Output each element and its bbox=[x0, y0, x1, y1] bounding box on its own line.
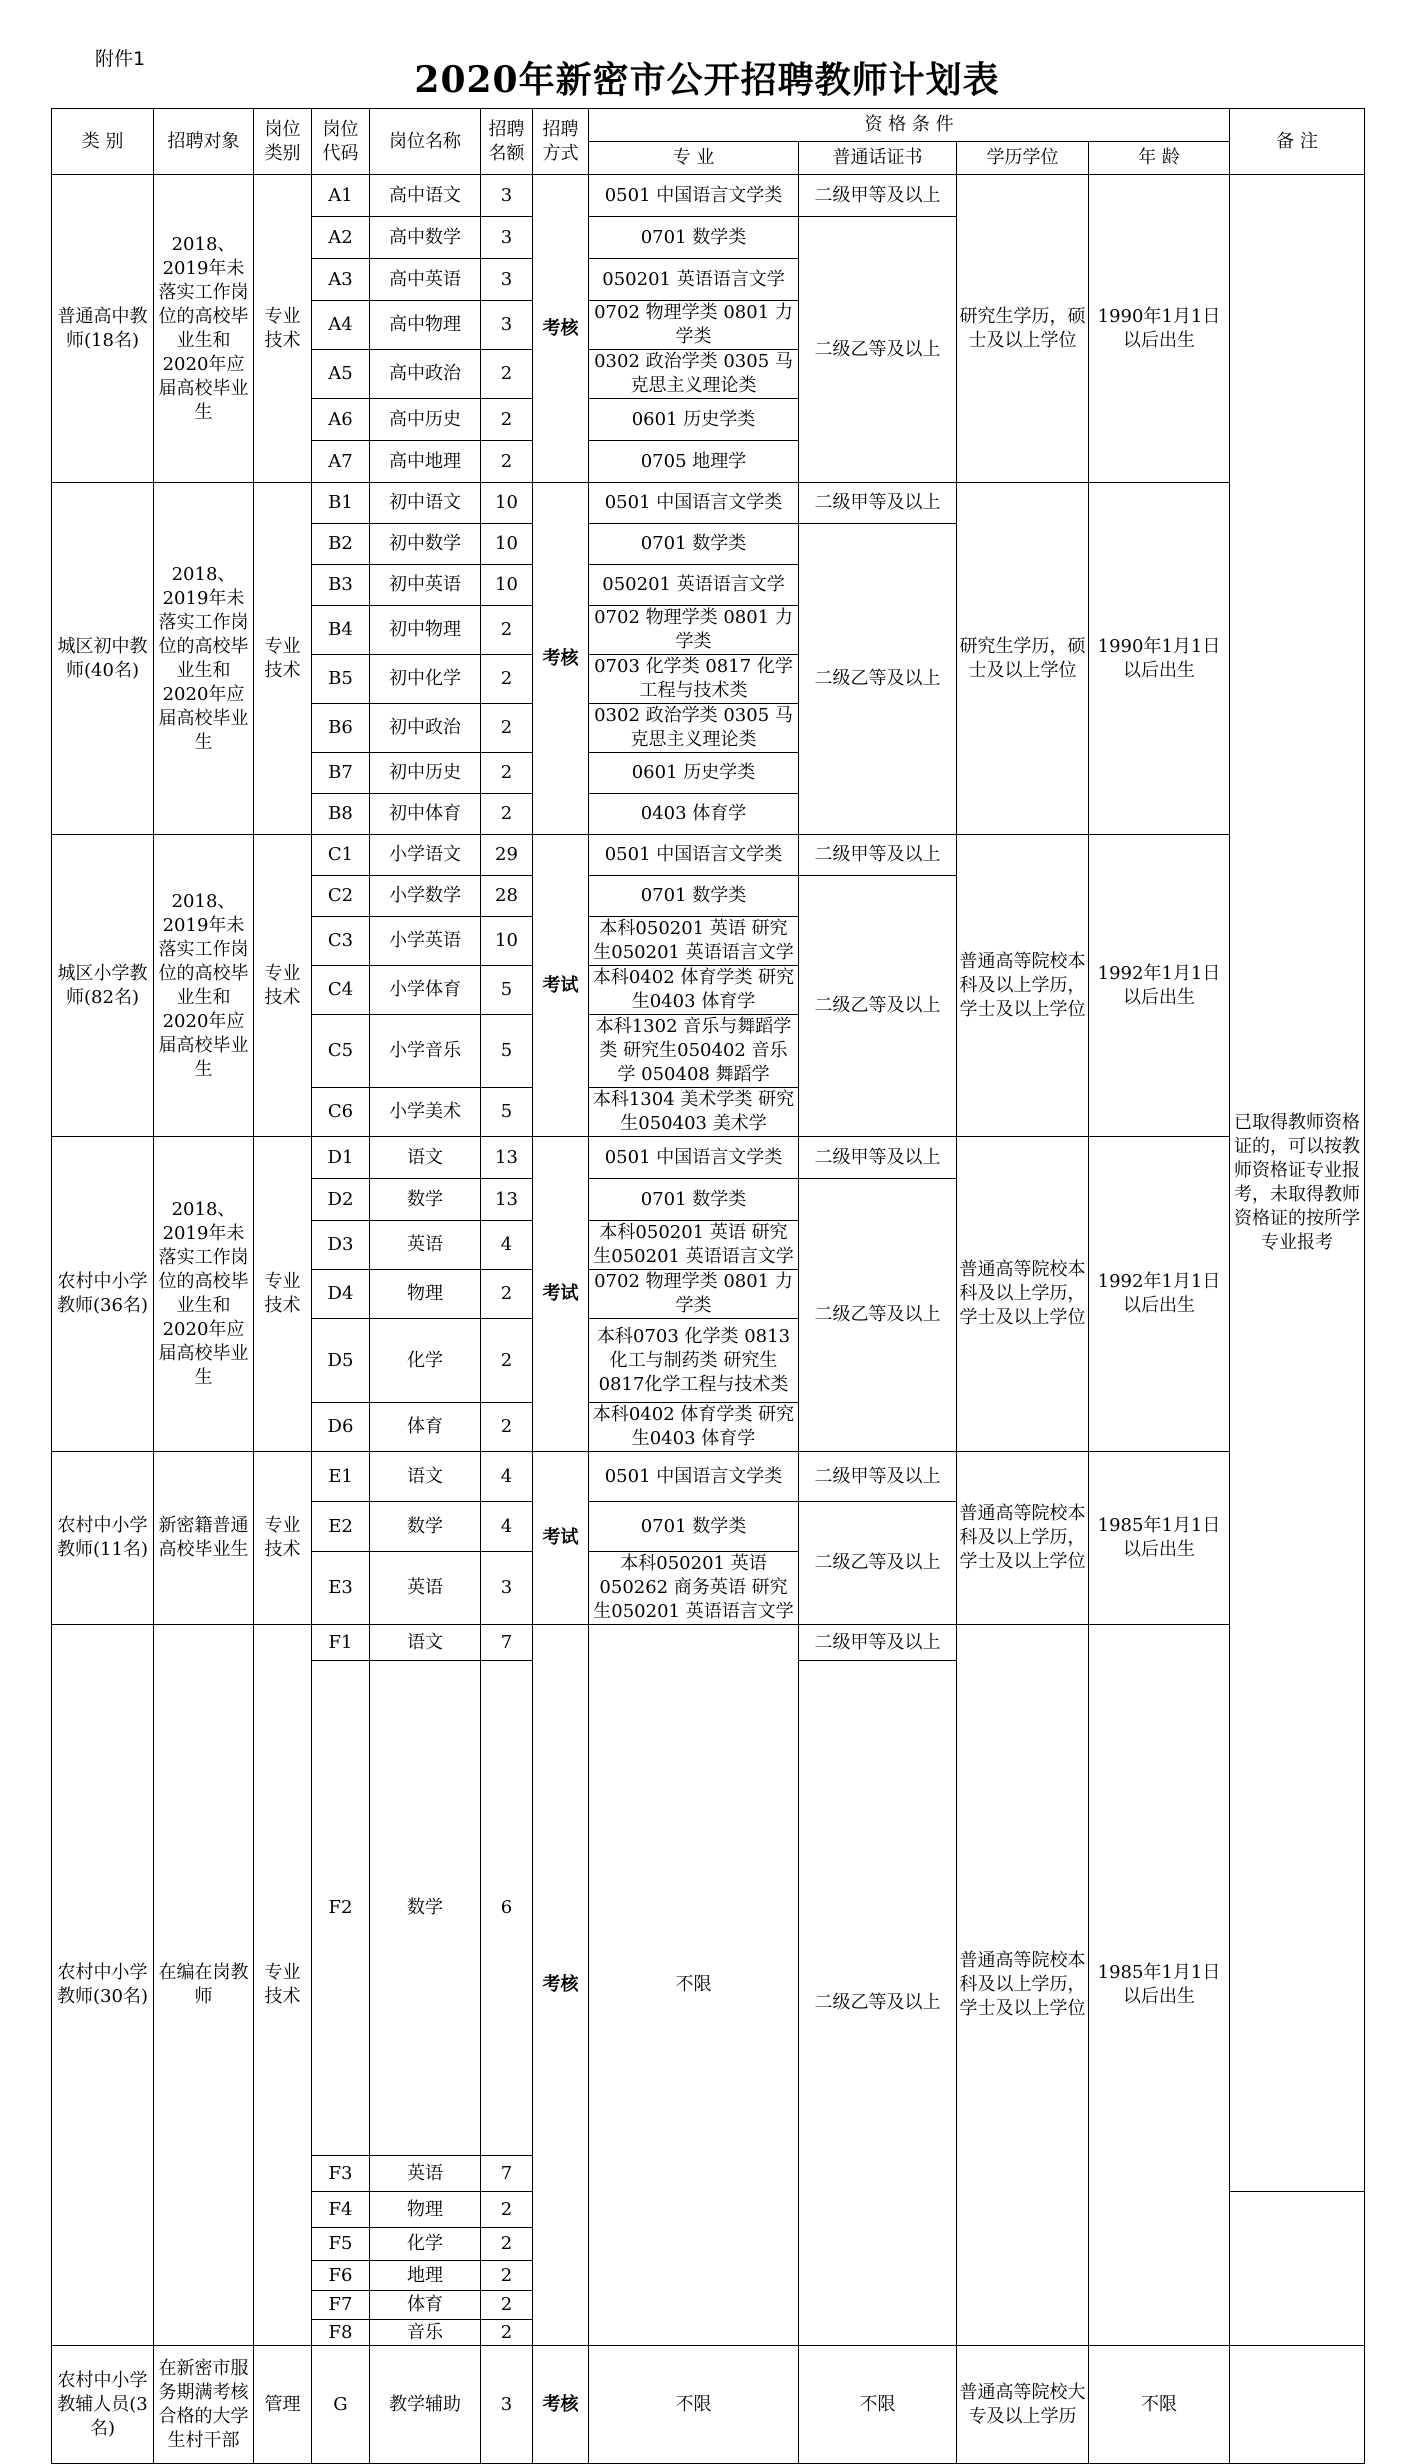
post-code-cell: A7 bbox=[312, 441, 370, 483]
post-code-cell: B7 bbox=[312, 753, 370, 794]
major-cell: 0703 化学类 0817 化学工程与技术类 bbox=[589, 655, 799, 704]
header-row bbox=[52, 109, 1365, 142]
post-code-cell: C4 bbox=[312, 966, 370, 1015]
post-code-cell: F8 bbox=[312, 2320, 370, 2346]
quota-cell: 28 bbox=[481, 876, 533, 917]
post-code-cell: F7 bbox=[312, 2291, 370, 2320]
quota-cell: 4 bbox=[481, 1502, 533, 1552]
post-name-cell: 数学 bbox=[370, 1502, 481, 1552]
page-title: 2020年新密市公开招聘教师计划表 bbox=[414, 59, 1000, 101]
major-cell: 本科0402 体育学类 研究生0403 体育学 bbox=[589, 966, 799, 1015]
major-cell: 0701 数学类 bbox=[589, 1502, 799, 1552]
table-row bbox=[52, 1452, 1365, 1502]
method-cell: 考试 bbox=[533, 835, 589, 1137]
mandarin-cell: 二级甲等及以上 bbox=[799, 835, 957, 876]
target-cell: 在新密市服务期满考核合格的大学生村干部 bbox=[154, 2346, 254, 2464]
quota-cell: 3 bbox=[481, 175, 533, 217]
post-code-cell: B3 bbox=[312, 565, 370, 606]
mandarin-cell: 不限 bbox=[799, 2346, 957, 2464]
post-name-cell: 数学 bbox=[370, 1661, 481, 2156]
major-cell: 0302 政治学类 0305 马克思主义理论类 bbox=[589, 704, 799, 753]
category-cell: 城区初中教师(40名) bbox=[52, 483, 154, 835]
post-code-cell: E2 bbox=[312, 1502, 370, 1552]
method-cell: 考核 bbox=[533, 2346, 589, 2464]
post-code-cell: D2 bbox=[312, 1179, 370, 1221]
major-cell: 0501 中国语言文学类 bbox=[589, 1452, 799, 1502]
quota-cell: 4 bbox=[481, 1221, 533, 1270]
major-cell: 0701 数学类 bbox=[589, 1179, 799, 1221]
post-name-cell: 小学英语 bbox=[370, 917, 481, 966]
post-name-cell: 体育 bbox=[370, 1403, 481, 1452]
major-cell: 本科0703 化学类 0813 化工与制药类 研究生0817化学工程与技术类 bbox=[589, 1319, 799, 1403]
post-type-cell: 专业技术 bbox=[254, 1137, 312, 1452]
target-cell: 2018、2019年未落实工作岗位的高校毕业生和2020年应届高校毕业生 bbox=[154, 835, 254, 1137]
post-code-cell: F4 bbox=[312, 2192, 370, 2228]
post-name-cell: 体育 bbox=[370, 2291, 481, 2320]
post-type-cell: 专业技术 bbox=[254, 175, 312, 483]
post-name-cell: 语文 bbox=[370, 1137, 481, 1179]
post-code-cell: B8 bbox=[312, 794, 370, 835]
age-cell: 1990年1月1日以后出生 bbox=[1089, 175, 1230, 483]
post-type-cell: 专业技术 bbox=[254, 1452, 312, 1625]
mandarin-cell: 二级乙等及以上 bbox=[799, 217, 957, 483]
method-cell: 考试 bbox=[533, 1452, 589, 1625]
education-cell: 普通高等院校大专及以上学历 bbox=[957, 2346, 1089, 2464]
education-cell: 普通高等院校本科及以上学历，学士及以上学位 bbox=[957, 1625, 1089, 2346]
post-code-cell: B6 bbox=[312, 704, 370, 753]
mandarin-cell: 二级甲等及以上 bbox=[799, 1452, 957, 1502]
major-cell: 本科1304 美术学类 研究生050403 美术学 bbox=[589, 1088, 799, 1137]
post-name-cell: 高中地理 bbox=[370, 441, 481, 483]
category-cell: 农村中小学教师(11名) bbox=[52, 1452, 154, 1625]
major-cell: 本科1302 音乐与舞蹈学类 研究生050402 音乐学 050408 舞蹈学 bbox=[589, 1015, 799, 1088]
post-code-cell: B4 bbox=[312, 606, 370, 655]
quota-cell: 7 bbox=[481, 2156, 533, 2192]
quota-cell: 5 bbox=[481, 1088, 533, 1137]
post-name-cell: 音乐 bbox=[370, 2320, 481, 2346]
major-cell: 不限 bbox=[589, 1625, 799, 2346]
post-type-cell: 专业技术 bbox=[254, 1625, 312, 2346]
major-cell: 0702 物理学类 0801 力学类 bbox=[589, 606, 799, 655]
major-cell: 本科0402 体育学类 研究生0403 体育学 bbox=[589, 1403, 799, 1452]
header-mandarin: 普通话证书 bbox=[799, 142, 957, 175]
category-cell: 农村中小学教辅人员(3名) bbox=[52, 2346, 154, 2464]
quota-cell: 3 bbox=[481, 217, 533, 259]
post-code-cell: F1 bbox=[312, 1625, 370, 1661]
quota-cell: 2 bbox=[481, 2261, 533, 2291]
table-row bbox=[52, 2346, 1365, 2464]
post-name-cell: 小学美术 bbox=[370, 1088, 481, 1137]
attachment-label: 附件1 bbox=[95, 48, 146, 70]
major-cell: 0701 数学类 bbox=[589, 524, 799, 565]
post-code-cell: D5 bbox=[312, 1319, 370, 1403]
post-type-cell: 专业技术 bbox=[254, 483, 312, 835]
post-code-cell: A6 bbox=[312, 399, 370, 441]
major-cell: 0701 数学类 bbox=[589, 217, 799, 259]
post-code-cell: F2 bbox=[312, 1661, 370, 2156]
post-code-cell: D1 bbox=[312, 1137, 370, 1179]
mandarin-cell: 二级乙等及以上 bbox=[799, 524, 957, 835]
major-cell: 0601 历史学类 bbox=[589, 753, 799, 794]
major-cell: 050201 英语语言文学 bbox=[589, 565, 799, 606]
post-name-cell: 英语 bbox=[370, 1552, 481, 1625]
post-name-cell: 高中物理 bbox=[370, 301, 481, 350]
mandarin-cell: 二级乙等及以上 bbox=[799, 1179, 957, 1452]
header-target: 招聘对象 bbox=[154, 109, 254, 175]
post-code-cell: A5 bbox=[312, 350, 370, 399]
post-code-cell: F6 bbox=[312, 2261, 370, 2291]
quota-cell: 3 bbox=[481, 1552, 533, 1625]
post-code-cell: D4 bbox=[312, 1270, 370, 1319]
quota-cell: 10 bbox=[481, 483, 533, 524]
post-name-cell: 物理 bbox=[370, 1270, 481, 1319]
post-code-cell: C1 bbox=[312, 835, 370, 876]
post-name-cell: 高中数学 bbox=[370, 217, 481, 259]
quota-cell: 7 bbox=[481, 1625, 533, 1661]
post-code-cell: C3 bbox=[312, 917, 370, 966]
mandarin-cell: 二级甲等及以上 bbox=[799, 175, 957, 217]
major-cell: 0702 物理学类 0801 力学类 bbox=[589, 301, 799, 350]
post-name-cell: 高中政治 bbox=[370, 350, 481, 399]
quota-cell: 2 bbox=[481, 606, 533, 655]
age-cell: 不限 bbox=[1089, 2346, 1230, 2464]
post-name-cell: 语文 bbox=[370, 1625, 481, 1661]
post-name-cell: 化学 bbox=[370, 1319, 481, 1403]
post-name-cell: 初中历史 bbox=[370, 753, 481, 794]
quota-cell: 4 bbox=[481, 1452, 533, 1502]
category-cell: 城区小学教师(82名) bbox=[52, 835, 154, 1137]
mandarin-cell: 二级甲等及以上 bbox=[799, 1625, 957, 1661]
post-name-cell: 初中体育 bbox=[370, 794, 481, 835]
target-cell: 2018、2019年未落实工作岗位的高校毕业生和2020年应届高校毕业生 bbox=[154, 1137, 254, 1452]
post-name-cell: 高中历史 bbox=[370, 399, 481, 441]
education-cell: 研究生学历，硕士及以上学位 bbox=[957, 175, 1089, 483]
target-cell: 2018、2019年未落实工作岗位的高校毕业生和2020年应届高校毕业生 bbox=[154, 483, 254, 835]
method-cell: 考核 bbox=[533, 483, 589, 835]
post-code-cell: A3 bbox=[312, 259, 370, 301]
quota-cell: 10 bbox=[481, 565, 533, 606]
quota-cell: 3 bbox=[481, 259, 533, 301]
quota-cell: 5 bbox=[481, 966, 533, 1015]
quota-cell: 2 bbox=[481, 1270, 533, 1319]
quota-cell: 2 bbox=[481, 350, 533, 399]
post-code-cell: E1 bbox=[312, 1452, 370, 1502]
quota-cell: 13 bbox=[481, 1137, 533, 1179]
education-cell: 研究生学历，硕士及以上学位 bbox=[957, 483, 1089, 835]
table-row bbox=[52, 1625, 1365, 1661]
education-cell: 普通高等院校本科及以上学历，学士及以上学位 bbox=[957, 1452, 1089, 1625]
mandarin-cell: 二级乙等及以上 bbox=[799, 1661, 957, 2346]
quota-cell: 13 bbox=[481, 1179, 533, 1221]
major-cell: 0705 地理学 bbox=[589, 441, 799, 483]
post-code-cell: A1 bbox=[312, 175, 370, 217]
mandarin-cell: 二级乙等及以上 bbox=[799, 1502, 957, 1625]
post-name-cell: 小学音乐 bbox=[370, 1015, 481, 1088]
post-name-cell: 物理 bbox=[370, 2192, 481, 2228]
post-name-cell: 高中英语 bbox=[370, 259, 481, 301]
post-name-cell: 初中数学 bbox=[370, 524, 481, 565]
table-row bbox=[52, 1137, 1365, 1179]
major-cell: 0601 历史学类 bbox=[589, 399, 799, 441]
post-name-cell: 初中政治 bbox=[370, 704, 481, 753]
quota-cell: 2 bbox=[481, 2320, 533, 2346]
major-cell: 050201 英语语言文学 bbox=[589, 259, 799, 301]
header-post-code: 岗位代码 bbox=[312, 109, 370, 175]
quota-cell: 2 bbox=[481, 1403, 533, 1452]
table-row bbox=[52, 835, 1365, 876]
post-name-cell: 数学 bbox=[370, 1179, 481, 1221]
post-code-cell: B2 bbox=[312, 524, 370, 565]
post-code-cell: F3 bbox=[312, 2156, 370, 2192]
remark-cell bbox=[1230, 2346, 1365, 2464]
post-code-cell: A2 bbox=[312, 217, 370, 259]
mandarin-cell: 二级甲等及以上 bbox=[799, 1137, 957, 1179]
major-cell: 本科050201 英语 050262 商务英语 研究生050201 英语语言文学 bbox=[589, 1552, 799, 1625]
table-row bbox=[52, 175, 1365, 217]
quota-cell: 10 bbox=[481, 917, 533, 966]
quota-cell: 2 bbox=[481, 1319, 533, 1403]
post-name-cell: 小学语文 bbox=[370, 835, 481, 876]
quota-cell: 2 bbox=[481, 704, 533, 753]
post-code-cell: D6 bbox=[312, 1403, 370, 1452]
age-cell: 1992年1月1日以后出生 bbox=[1089, 835, 1230, 1137]
major-cell: 不限 bbox=[589, 2346, 799, 2464]
post-name-cell: 语文 bbox=[370, 1452, 481, 1502]
post-name-cell: 教学辅助 bbox=[370, 2346, 481, 2464]
age-cell: 1985年1月1日以后出生 bbox=[1089, 1452, 1230, 1625]
post-code-cell: C2 bbox=[312, 876, 370, 917]
category-cell: 农村中小学教师(30名) bbox=[52, 1625, 154, 2346]
header-age: 年 龄 bbox=[1089, 142, 1230, 175]
quota-cell: 2 bbox=[481, 655, 533, 704]
quota-cell: 2 bbox=[481, 794, 533, 835]
age-cell: 1985年1月1日以后出生 bbox=[1089, 1625, 1230, 2346]
major-cell: 本科050201 英语 研究生050201 英语语言文学 bbox=[589, 917, 799, 966]
post-code-cell: B5 bbox=[312, 655, 370, 704]
major-cell: 0501 中国语言文学类 bbox=[589, 835, 799, 876]
post-name-cell: 初中英语 bbox=[370, 565, 481, 606]
major-cell: 0702 物理学类 0801 力学类 bbox=[589, 1270, 799, 1319]
education-cell: 普通高等院校本科及以上学历，学士及以上学位 bbox=[957, 835, 1089, 1137]
quota-cell: 29 bbox=[481, 835, 533, 876]
header-qualifications: 资 格 条 件 bbox=[589, 109, 1230, 142]
quota-cell: 2 bbox=[481, 441, 533, 483]
post-name-cell: 初中化学 bbox=[370, 655, 481, 704]
target-cell: 2018、2019年未落实工作岗位的高校毕业生和2020年应届高校毕业生 bbox=[154, 175, 254, 483]
quota-cell: 10 bbox=[481, 524, 533, 565]
post-type-cell: 管理 bbox=[254, 2346, 312, 2464]
header-post-name: 岗位名称 bbox=[370, 109, 481, 175]
mandarin-cell: 二级乙等及以上 bbox=[799, 876, 957, 1137]
quota-cell: 3 bbox=[481, 301, 533, 350]
post-name-cell: 初中物理 bbox=[370, 606, 481, 655]
header-category: 类 别 bbox=[52, 109, 154, 175]
post-name-cell: 高中语文 bbox=[370, 175, 481, 217]
major-cell: 本科050201 英语 研究生050201 英语语言文学 bbox=[589, 1221, 799, 1270]
target-cell: 新密籍普通高校毕业生 bbox=[154, 1452, 254, 1625]
post-name-cell: 英语 bbox=[370, 2156, 481, 2192]
target-cell: 在编在岗教师 bbox=[154, 1625, 254, 2346]
post-code-cell: A4 bbox=[312, 301, 370, 350]
quota-cell: 6 bbox=[481, 1661, 533, 2156]
post-type-cell: 专业技术 bbox=[254, 835, 312, 1137]
method-cell: 考核 bbox=[533, 175, 589, 483]
post-name-cell: 初中语文 bbox=[370, 483, 481, 524]
quota-cell: 5 bbox=[481, 1015, 533, 1088]
quota-cell: 2 bbox=[481, 753, 533, 794]
post-code-cell: C6 bbox=[312, 1088, 370, 1137]
shared-remark-cell: 已取得教师资格证的，可以按教师资格证专业报考，未取得教师资格证的按所学专业报考 bbox=[1230, 175, 1365, 2192]
quota-cell: 3 bbox=[481, 2346, 533, 2464]
post-name-cell: 小学数学 bbox=[370, 876, 481, 917]
major-cell: 0501 中国语言文学类 bbox=[589, 1137, 799, 1179]
post-name-cell: 化学 bbox=[370, 2228, 481, 2261]
major-cell: 0501 中国语言文学类 bbox=[589, 175, 799, 217]
header-remarks: 备 注 bbox=[1230, 109, 1365, 175]
post-code-cell: C5 bbox=[312, 1015, 370, 1088]
header-education: 学历学位 bbox=[957, 142, 1089, 175]
quota-cell: 2 bbox=[481, 2228, 533, 2261]
category-cell: 普通高中教师(18名) bbox=[52, 175, 154, 483]
post-name-cell: 英语 bbox=[370, 1221, 481, 1270]
header-method: 招聘方式 bbox=[533, 109, 589, 175]
header-major: 专 业 bbox=[589, 142, 799, 175]
header-post-type: 岗位类别 bbox=[254, 109, 312, 175]
post-name-cell: 地理 bbox=[370, 2261, 481, 2291]
mandarin-cell: 二级甲等及以上 bbox=[799, 483, 957, 524]
age-cell: 1992年1月1日以后出生 bbox=[1089, 1137, 1230, 1452]
post-code-cell: E3 bbox=[312, 1552, 370, 1625]
major-cell: 0501 中国语言文学类 bbox=[589, 483, 799, 524]
post-name-cell: 小学体育 bbox=[370, 966, 481, 1015]
post-code-cell: D3 bbox=[312, 1221, 370, 1270]
education-cell: 普通高等院校本科及以上学历，学士及以上学位 bbox=[957, 1137, 1089, 1452]
header-quota: 招聘名额 bbox=[481, 109, 533, 175]
major-cell: 0302 政治学类 0305 马克思主义理论类 bbox=[589, 350, 799, 399]
table-row bbox=[52, 483, 1365, 524]
quota-cell: 2 bbox=[481, 399, 533, 441]
post-code-cell: F5 bbox=[312, 2228, 370, 2261]
quota-cell: 2 bbox=[481, 2192, 533, 2228]
recruitment-plan-table bbox=[51, 108, 1365, 2464]
post-code-cell: B1 bbox=[312, 483, 370, 524]
category-cell: 农村中小学教师(36名) bbox=[52, 1137, 154, 1452]
major-cell: 0403 体育学 bbox=[589, 794, 799, 835]
major-cell: 0701 数学类 bbox=[589, 876, 799, 917]
method-cell: 考核 bbox=[533, 1625, 589, 2346]
age-cell: 1990年1月1日以后出生 bbox=[1089, 483, 1230, 835]
method-cell: 考试 bbox=[533, 1137, 589, 1452]
post-code-cell: G bbox=[312, 2346, 370, 2464]
quota-cell: 2 bbox=[481, 2291, 533, 2320]
